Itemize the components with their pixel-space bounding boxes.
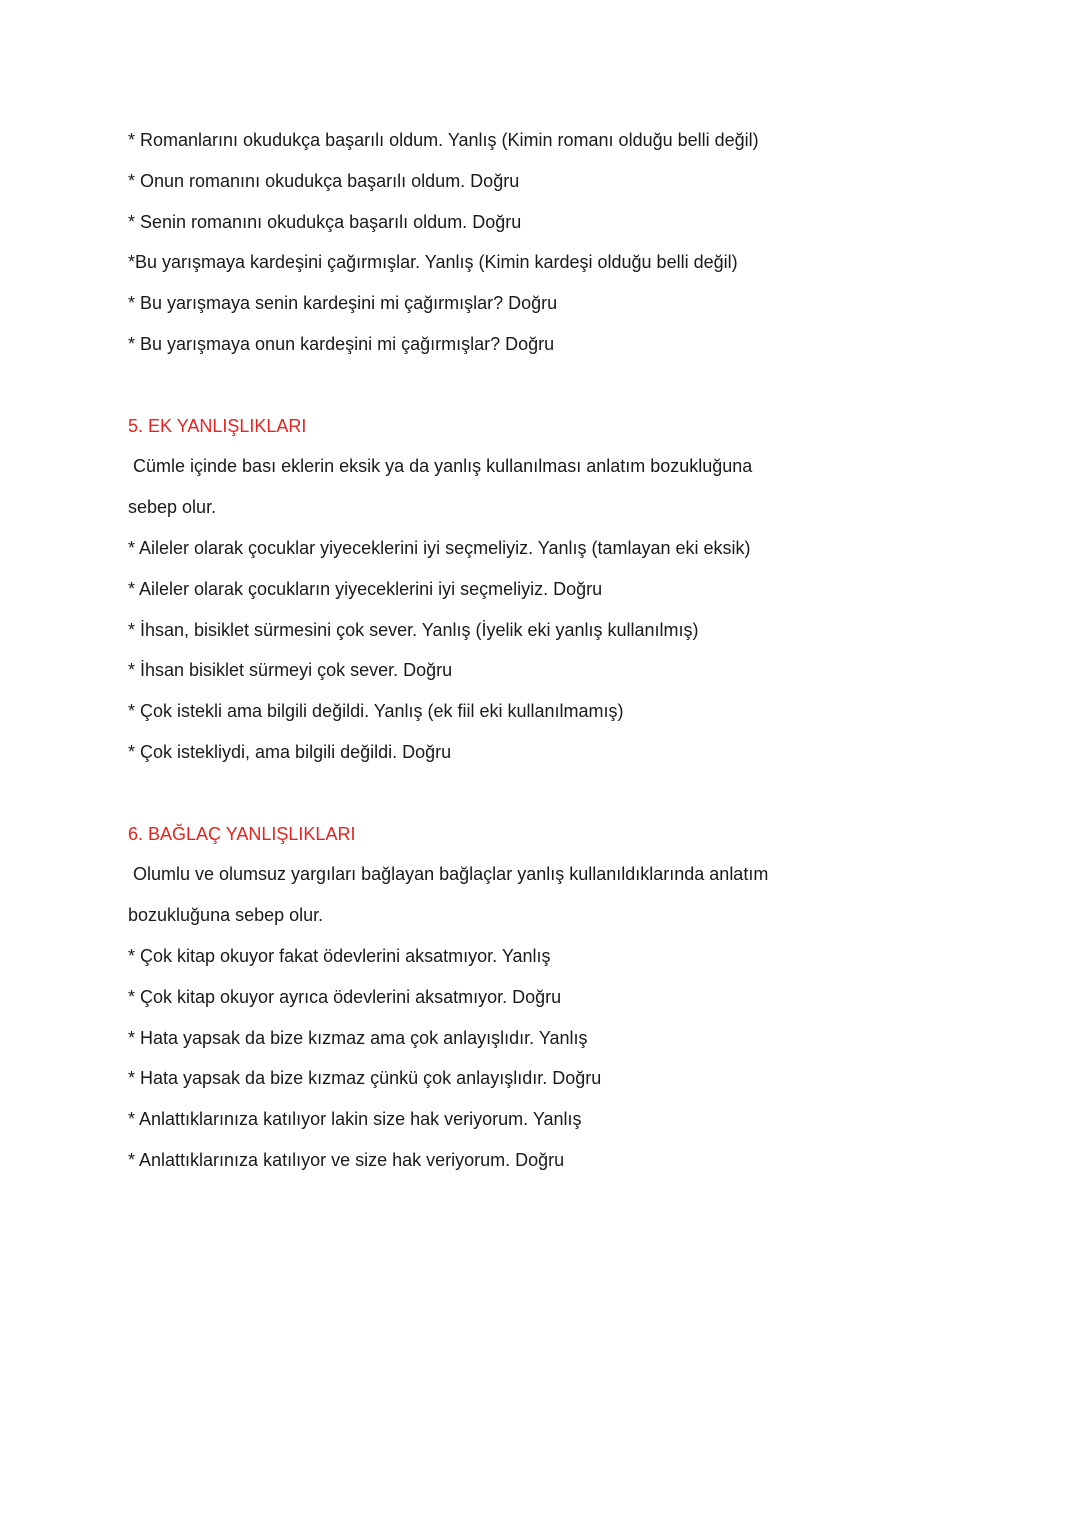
spacer	[128, 365, 988, 406]
example-line: * Aileler olarak çocuklar yiyeceklerini iyi seçmeliyiz. Yanlış (tamlayan eki eksik)	[128, 537, 751, 558]
example-line: * Onun romanını okudukça başarılı oldum. Doğru	[128, 170, 520, 191]
example-line: * Hata yapsak da bize kızmaz çünkü çok anlayışlıdır. Doğru	[128, 1068, 602, 1089]
example-line: * Hata yapsak da bize kızmaz ama çok anlayışlıdır. Yanlış	[128, 1027, 588, 1048]
example-line: * Çok kitap okuyor fakat ödevlerini aksatmıyor. Yanlış	[128, 945, 551, 966]
example-line: * Çok kitap okuyor ayrıca ödevlerini aksatmıyor. Doğru	[128, 986, 562, 1007]
section-5	[128, 406, 988, 773]
section-description: sebep olur.	[128, 497, 217, 518]
intro-examples	[128, 120, 988, 365]
section-6	[128, 814, 988, 1181]
example-line: * Anlattıklarınıza katılıyor ve size hak veriyorum. Doğru	[128, 1149, 565, 1170]
section-description: Cümle içinde bası eklerin eksik ya da yanlış kullanılması anlatım bozukluğuna	[128, 456, 753, 477]
example-line: *Bu yarışmaya kardeşini çağırmışlar. Yanlış (Kimin kardeşi olduğu belli değil)	[128, 252, 738, 273]
example-line: * Romanlarını okudukça başarılı oldum. Yanlış (Kimin romanı olduğu belli değil)	[128, 130, 759, 150]
example-line: * Anlattıklarınıza katılıyor lakin size hak veriyorum. Yanlış	[128, 1109, 582, 1130]
example-line: * İhsan, bisiklet sürmesini çok sever. Yanlış (İyelik eki yanlış kullanılmış)	[128, 619, 699, 640]
section-heading: 6. BAĞLAÇ YANLIŞLIKLARI	[128, 823, 356, 844]
example-line: * İhsan bisiklet sürmeyi çok sever. Doğru	[128, 660, 453, 681]
document-page	[128, 120, 988, 1181]
example-line: * Senin romanını okudukça başarılı oldum. Doğru	[128, 211, 522, 232]
example-line: * Çok istekli ama bilgili değildi. Yanlış (ek fiil eki kullanılmamış)	[128, 701, 624, 722]
section-description: bozukluğuna sebep olur.	[128, 905, 324, 926]
example-line: * Çok istekliydi, ama bilgili değildi. Doğru	[128, 741, 452, 762]
example-line: * Aileler olarak çocukların yiyeceklerini iyi seçmeliyiz. Doğru	[128, 578, 603, 599]
example-line: * Bu yarışmaya onun kardeşini mi çağırmışlar? Doğru	[128, 333, 555, 354]
example-line: * Bu yarışmaya senin kardeşini mi çağırmışlar? Doğru	[128, 293, 558, 314]
spacer	[128, 773, 988, 814]
section-heading: 5. EK YANLIŞLIKLARI	[128, 415, 307, 436]
section-description: Olumlu ve olumsuz yargıları bağlayan bağlaçlar yanlış kullanıldıklarında anlatım	[128, 864, 769, 885]
